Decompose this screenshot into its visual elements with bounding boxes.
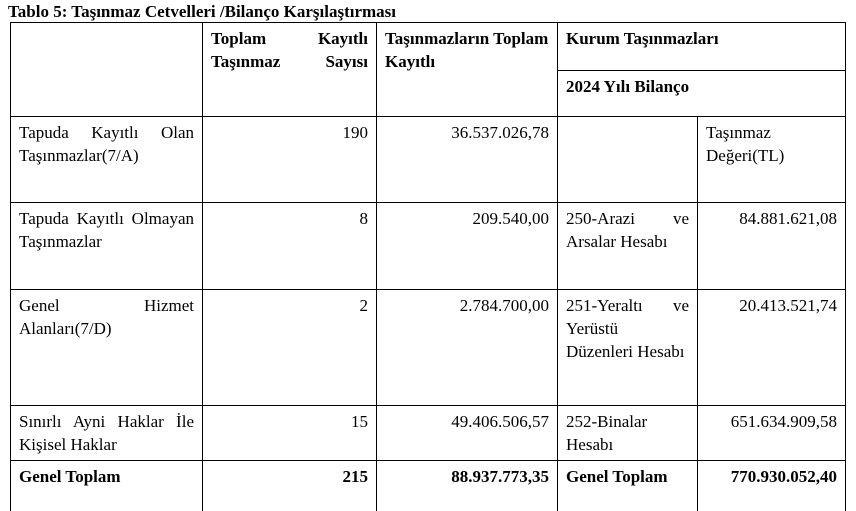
comparison-table: [10, 22, 846, 511]
total-label: Genel Toplam: [11, 461, 203, 511]
total-count: 215: [203, 461, 377, 511]
row-amount: 2.784.700,00: [377, 290, 558, 406]
header-total-registered: Taşınmazların Toplam Kayıtlı: [377, 23, 558, 117]
header-balance-2024: 2024 Yılı Bilanço: [558, 71, 846, 117]
header-total-count: Toplam Kayıtlı Taşınmaz Sayısı: [203, 23, 377, 117]
table-row: [11, 203, 846, 290]
row-account: 252-Binalar Hesabı: [558, 406, 698, 461]
row-value: Taşınmaz Değeri(TL): [698, 117, 846, 203]
row-amount: 36.537.026,78: [377, 117, 558, 203]
table-row: [11, 406, 846, 461]
total-amount: 88.937.773,35: [377, 461, 558, 511]
row-account: [558, 117, 698, 203]
row-count: 2: [203, 290, 377, 406]
total-value: 770.930.052,40: [698, 461, 846, 511]
row-label: Genel Hizmet Alanları(7/D): [11, 290, 203, 406]
row-value: 20.413.521,74: [698, 290, 846, 406]
total-row: [11, 461, 846, 511]
row-value: 651.634.909,58: [698, 406, 846, 461]
row-value: 84.881.621,08: [698, 203, 846, 290]
row-label: Sınırlı Ayni Haklar İle Kişisel Haklar: [11, 406, 203, 461]
header-institution-properties: Kurum Taşınmazları: [558, 23, 846, 71]
table-title: Tablo 5: Taşınmaz Cetvelleri /Bilanço Karşılaştırması: [8, 2, 397, 21]
row-account: 251-Yeraltı ve Yerüstü Düzenleri Hesabı: [558, 290, 698, 406]
header-empty-cell: [11, 23, 203, 117]
row-label: Tapuda Kayıtlı Olan Taşınmazlar(7/A): [11, 117, 203, 203]
row-amount: 49.406.506,57: [377, 406, 558, 461]
row-amount: 209.540,00: [377, 203, 558, 290]
table-row: [11, 290, 846, 406]
row-label: Tapuda Kayıtlı Olmayan Taşınmazlar: [11, 203, 203, 290]
row-count: 190: [203, 117, 377, 203]
row-account: 250-Arazi ve Arsalar Hesabı: [558, 203, 698, 290]
table-row: [11, 117, 846, 203]
total-account: Genel Toplam: [558, 461, 698, 511]
header-row: [11, 23, 846, 71]
row-count: 8: [203, 203, 377, 290]
row-count: 15: [203, 406, 377, 461]
